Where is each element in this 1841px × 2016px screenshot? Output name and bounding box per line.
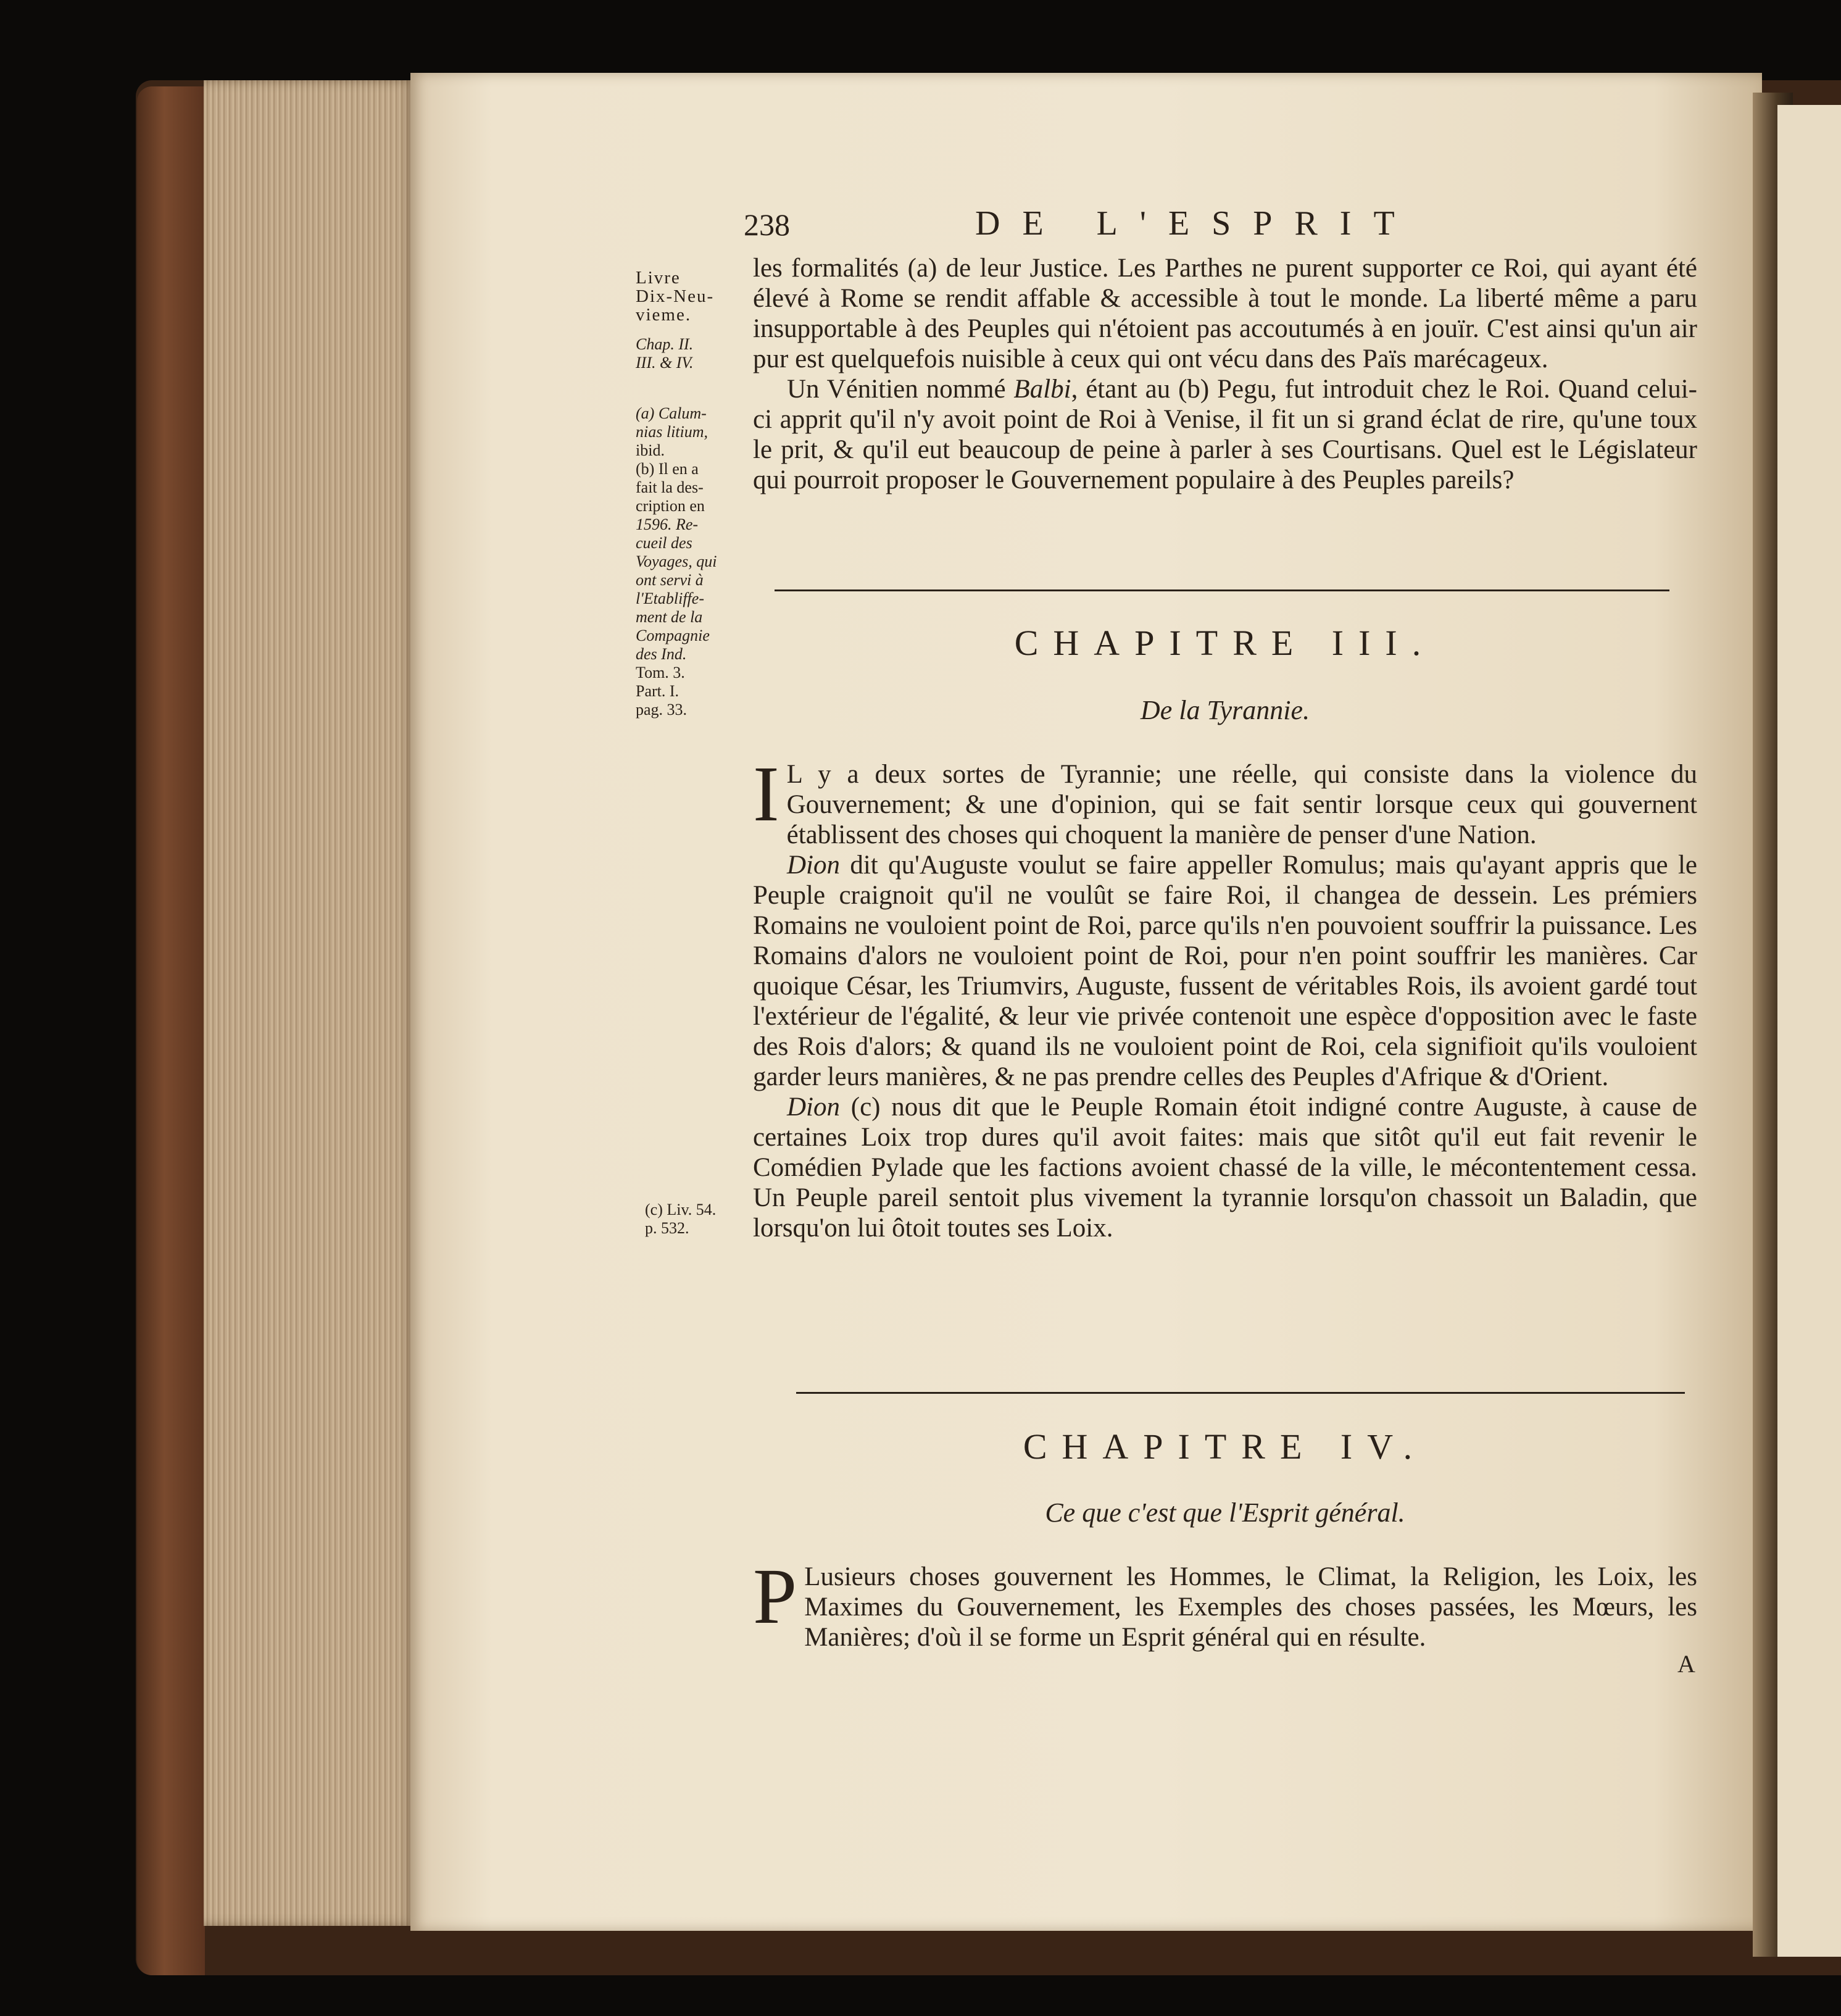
chapter-3-body [753,750,1697,1243]
margin-note-a-line: ibid. [636,441,665,459]
page-number: 238 [744,207,790,242]
margin-note-b-line: Tom. 3. [636,664,685,681]
paragraph-text: Lusieurs choses gouvernent les Hommes, le Climat, la Religion, les Loix, les Maximes du Gouvernement, les Exemples des choses passées, les Mœurs, les Manières; d'où il se forme un Esprit général qui en résulte. [804,1562,1697,1652]
paragraph-text: L y a deux sortes de Tyrannie; une réelle, qui consiste dans la violence du Gouvernement; & une d'opinion, qui se fait sentir lorsque ceux qui gouvernent établissent des choses qui choquent la manière de penser d'une Nation. [786,760,1697,849]
paragraph-text: dit qu'Auguste voulut se faire appeller Romulus; mais qu'ayant appris que le Peuple craignoit qu'il ne voulût se faire Roi, il changea de dessein. Les prémiers Romains ne vouloient point de Roi, parce qu'ils n'en pouvoient souffrir la puissance. Les Romains d'alors ne vouloient point de Roi, pour n'en point souffrir les manières. Car quoique César, les Triumvirs, Auguste, fussent de véritables Rois, ils avoient gardé tout l'extérieur de l'égalité, & leur vie privée contenoit une espèce d'opposition avec le faste des Rois d'alors; & quand ils ne vouloient point de Roi, cela signifioit qu'ils vouloient garder leurs manières, & ne pas prendre celles des Peuples d'Afrique & d'Orient. [753,851,1697,1091]
chapter-4-title: CHAPITRE IV. [1023,1427,1428,1467]
margin-note-b [636,460,738,719]
margin-note-b-line: l'Etabliffe- [636,589,704,607]
margin-note-c [645,1201,747,1238]
margin-livre: Livre [636,268,681,288]
chapter-3-title: CHAPITRE III. [1014,623,1436,663]
margin-note-b-line: Compagnie [636,627,710,644]
margin-vieme: vieme. [636,305,692,325]
margin-dix-neu: Dix-Neu- [636,286,715,306]
margin-note-c-line: p. 532. [645,1219,689,1237]
margin-chap-cont: III. & IV. [636,354,694,372]
section-rule [796,1392,1685,1394]
margin-note-b-line: pag. 33. [636,701,688,719]
margin-note-b-line: ment de la [636,608,703,626]
margin-note-a-line: (a) Calum- [636,404,707,422]
paragraph [753,750,1697,850]
margin-note-b-line: Part. I. [636,682,679,700]
paragraph [753,1092,1697,1243]
paragraph: les formalités (a) de leur Justice. Les Parthes ne purent supporter ce Roi, qui ayant été élevé à Rome se rendit affable & accessible à tout le monde. La liberté même a paru insupportable à des Peuples qui n'étoient pas accoutumés à en jouïr. C'est ainsi qu'un air pur est quelquefois nuisible à ceux qui ont vécu dans des Païs marécageux. [753,254,1697,373]
chapter-4-subtitle: Ce que c'est que l'Esprit général. [1045,1497,1405,1528]
margin-note-b-line: cueil des [636,534,692,552]
paragraph [753,1552,1697,1652]
section-rule [775,589,1669,591]
leather-binding [137,86,205,1975]
paragraph-start: Un Vénitien nommé [787,375,1014,404]
margin-note-c-line: (c) Liv. 54. [645,1201,717,1218]
person-name: Dion [787,1093,840,1122]
margin-chap: Chap. II. [636,335,694,353]
margin-note-b-line: (b) Il en a [636,460,699,478]
person-name: Dion [787,851,840,880]
facing-page-edge [1777,105,1841,1957]
person-name: Balbi [1013,375,1071,404]
chapter-3-subtitle: De la Tyrannie. [1140,695,1310,725]
drop-cap: P [753,1552,797,1640]
margin-note-b-line: 1596. Re- [636,515,699,533]
margin-note-b-line: Voyages, qui [636,552,717,570]
paragraph-rest: , étant au (b) Pegu, fut introduit chez le Roi. Quand celui-ci apprit qu'il n'y avoit point de Roi à Venise, il fit un si grand éclat de rire, qu'une toux le prit, & qu'il eut beaucoup de peine à parler à ses Courtisans. Quel est le Législateur qui pourroit proposer le Gouvernement populaire à des Peuples pareils? [753,375,1697,494]
chapter-4-body [753,1552,1697,1652]
margin-book-label [636,269,738,372]
running-title: DE L'ESPRIT [975,204,1417,243]
margin-note-a [636,404,738,460]
paragraph-text: (c) nous dit que le Peuple Romain étoit indigné contre Auguste, à cause de certaines Loix trop dures qu'il avoit faites: mais que sitôt qu'il eut fait revenir le Comédien Pylade que les factions avoient chassé de la ville, le mécontentement cessa. Un Peuple pareil sentoit plus vivement la tyrannie lorsqu'on chassoit un Baladin, que lorsqu'on lui ôtoit toutes ses Loix. [753,1093,1697,1243]
margin-note-a-line: nias litium, [636,423,709,441]
margin-note-b-line: ont servi à [636,571,704,589]
paragraph [753,374,1697,495]
margin-note-b-line: fait la des- [636,478,704,496]
section-continuation [753,253,1697,495]
paragraph [753,850,1697,1092]
page-edges [204,80,417,1926]
margin-note-b-line: des Ind. [636,645,687,663]
margin-note-b-line: cription en [636,497,705,515]
drop-cap: I [753,750,779,838]
catchword: A [1677,1650,1695,1678]
